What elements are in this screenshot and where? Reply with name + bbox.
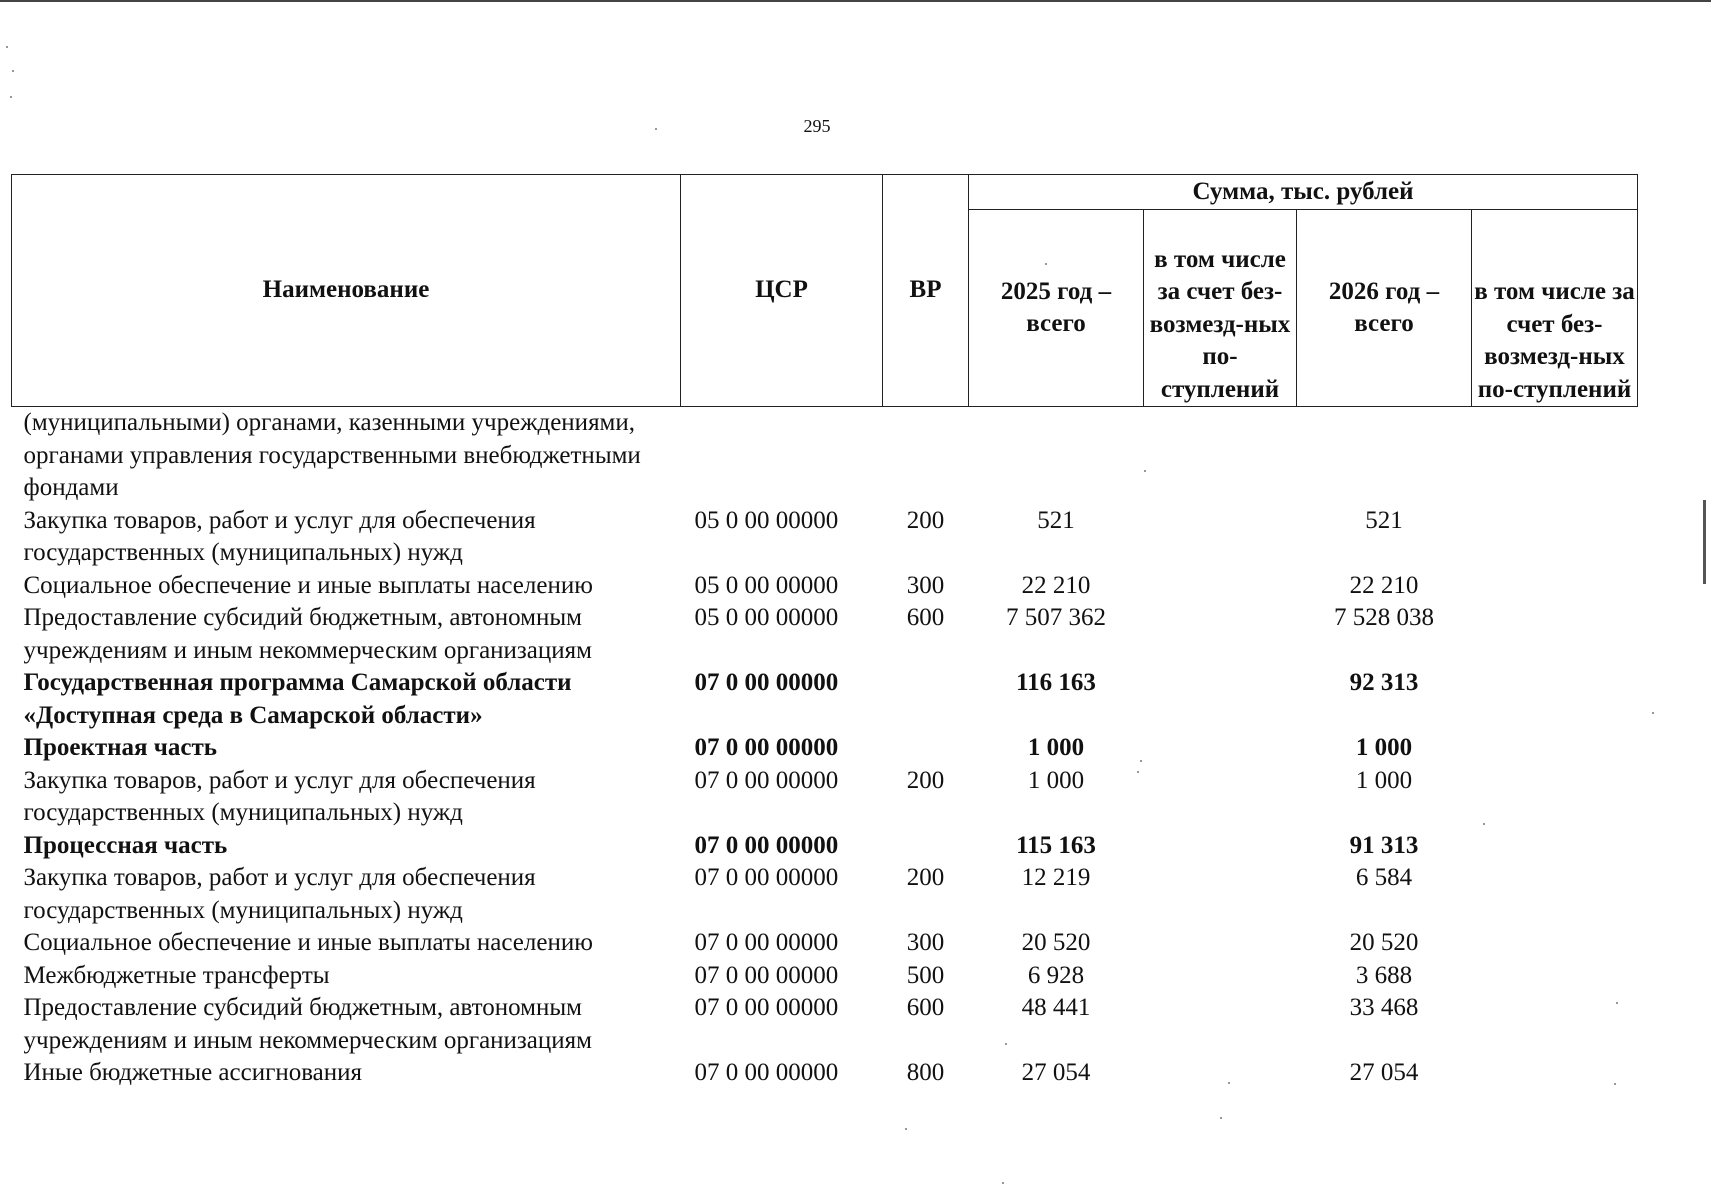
row-vr: 600 (906, 604, 945, 631)
row-name: Закупка товаров, работ и услуг для обеспечения государственных (муниципальных) нужд (23, 506, 536, 566)
row-2025-total: 116 163 (1016, 669, 1096, 696)
row-2026-free-receipts (1472, 1057, 1638, 1090)
row-2025-total: 115 163 (1016, 831, 1096, 859)
scan-speck (905, 1128, 907, 1130)
row-2026-free-receipts (1472, 992, 1638, 1057)
table-row (12, 960, 1638, 993)
row-2026-total: 27 054 (1349, 1059, 1419, 1086)
scan-speck (10, 96, 12, 98)
row-vr: 200 (906, 766, 945, 794)
table-row (12, 830, 1638, 863)
row-2025-free-receipts (1144, 765, 1297, 830)
scan-speck (1144, 470, 1146, 472)
row-vr: 600 (906, 994, 945, 1021)
header-name: Наименование (12, 175, 681, 407)
row-2026-total: 3 688 (1355, 961, 1413, 989)
row-name: Предоставление субсидий бюджетным, автономным учреждениям и иным некоммерческим организациям (23, 604, 592, 664)
row-csr: 05 0 00 00000 (694, 604, 839, 631)
row-2026-total: 20 520 (1349, 929, 1419, 956)
row-csr: 07 0 00 00000 (694, 961, 839, 989)
scan-edge-mark (1703, 500, 1706, 584)
row-csr: 07 0 00 00000 (694, 669, 839, 696)
scan-speck (1616, 1002, 1618, 1004)
scan-speck (1002, 1182, 1004, 1184)
row-2025-total: 7 507 362 (1006, 604, 1106, 631)
table-row (12, 1057, 1638, 1090)
row-name: Предоставление субсидий бюджетным, автономным учреждениям и иным некоммерческим организациям (23, 994, 592, 1054)
row-2026-free-receipts (1472, 765, 1638, 830)
page-top-rule (0, 0, 1711, 2)
row-name: Иные бюджетные ассигнования (23, 1059, 363, 1086)
row-2025-free-receipts (1144, 505, 1297, 570)
row-vr: 200 (906, 864, 945, 891)
row-name: Государственная программа Самарской области «Доступная среда в Самарской области» (23, 669, 572, 729)
scan-speck (1005, 1043, 1007, 1045)
row-2025-total: 20 520 (1021, 929, 1091, 956)
header-2025-free-receipts: в том числе за счет без-возмезд-ных по-ступлений (1144, 210, 1297, 407)
row-2025-total: 521 (1037, 506, 1075, 534)
row-vr (883, 667, 969, 732)
row-2026-free-receipts (1472, 570, 1638, 603)
scan-speck (1137, 771, 1139, 773)
row-csr: 07 0 00 00000 (694, 864, 839, 891)
row-vr (883, 407, 969, 505)
row-csr: 05 0 00 00000 (694, 571, 839, 599)
row-2025-total: 12 219 (1021, 864, 1091, 891)
row-vr (883, 830, 969, 863)
row-2026-total: 6 584 (1355, 864, 1413, 891)
scan-speck (1140, 760, 1142, 762)
table-row (12, 732, 1638, 765)
row-2026-free-receipts (1472, 732, 1638, 765)
row-csr: 05 0 00 00000 (694, 506, 839, 534)
table-row (12, 407, 1638, 505)
row-csr: 07 0 00 00000 (694, 929, 839, 956)
header-vr: ВР (883, 175, 969, 407)
page-number: 295 (803, 116, 831, 136)
row-2025-free-receipts (1144, 992, 1297, 1057)
table-header (12, 175, 1638, 407)
table-row (12, 602, 1638, 667)
row-2026-total: 22 210 (1349, 571, 1419, 599)
row-2026-total: 521 (1365, 506, 1403, 534)
row-2025-free-receipts (1144, 602, 1297, 667)
table-row (12, 505, 1638, 570)
scan-speck (1652, 712, 1654, 714)
row-2025-free-receipts (1144, 960, 1297, 993)
row-2025-total: 1 000 (1027, 766, 1085, 794)
header-2026-free-receipts: в том числе за счет без-возмезд-ных по-ступлений (1472, 210, 1638, 407)
table-row (12, 992, 1638, 1057)
header-2026-total: 2026 год – всего (1297, 210, 1472, 407)
scan-speck (1483, 823, 1485, 825)
header-2025-total: 2025 год – всего (969, 210, 1144, 407)
row-2026-total (1297, 407, 1472, 505)
row-2025-free-receipts (1144, 927, 1297, 960)
row-csr: 07 0 00 00000 (694, 831, 839, 859)
row-2026-total: 91 313 (1349, 831, 1419, 859)
table-row (12, 667, 1638, 732)
row-2025-total (969, 407, 1144, 505)
scan-speck (1220, 1117, 1222, 1119)
row-vr: 800 (906, 1059, 945, 1086)
scan-speck (6, 46, 8, 48)
row-vr (883, 732, 969, 765)
row-name: Социальное обеспечение и иные выплаты населению (23, 571, 593, 599)
table-row (12, 570, 1638, 603)
row-2025-total: 6 928 (1027, 961, 1085, 989)
scan-speck (655, 128, 657, 130)
budget-table (11, 174, 1638, 1090)
row-2026-total: 92 313 (1349, 669, 1419, 696)
row-2025-free-receipts (1144, 667, 1297, 732)
row-vr: 200 (906, 506, 945, 534)
row-2026-total: 1 000 (1355, 734, 1413, 761)
table-row (12, 862, 1638, 927)
row-2026-total: 7 528 038 (1334, 604, 1434, 631)
row-name: Социальное обеспечение и иные выплаты населению (23, 929, 593, 956)
row-2026-free-receipts (1472, 407, 1638, 505)
row-2025-total: 48 441 (1021, 994, 1091, 1021)
row-2026-free-receipts (1472, 927, 1638, 960)
row-2025-total: 22 210 (1021, 571, 1091, 599)
table-row (12, 927, 1638, 960)
row-2026-free-receipts (1472, 667, 1638, 732)
row-name: (муниципальными) органами, казенными учреждениями, органами управления государственными внебюджетными фондами (23, 409, 641, 501)
row-csr: 07 0 00 00000 (694, 734, 839, 761)
row-2025-free-receipts (1144, 407, 1297, 505)
header-sum: Сумма, тыс. рублей (969, 175, 1638, 210)
scan-speck (1228, 1082, 1230, 1084)
row-vr: 300 (906, 571, 945, 599)
row-2026-free-receipts (1472, 505, 1638, 570)
row-csr: 07 0 00 00000 (694, 994, 839, 1021)
row-name: Закупка товаров, работ и услуг для обеспечения государственных (муниципальных) нужд (23, 864, 536, 924)
header-csr: ЦСР (681, 175, 883, 407)
row-csr: 07 0 00 00000 (694, 1059, 839, 1086)
table-body (12, 407, 1638, 1090)
row-2025-free-receipts (1144, 570, 1297, 603)
scan-speck (1045, 263, 1047, 265)
row-csr (681, 407, 883, 505)
row-2026-free-receipts (1472, 602, 1638, 667)
row-name: Межбюджетные трансферты (23, 961, 330, 989)
row-csr: 07 0 00 00000 (694, 766, 839, 794)
row-2025-total: 27 054 (1021, 1059, 1091, 1086)
row-name: Закупка товаров, работ и услуг для обеспечения государственных (муниципальных) нужд (23, 766, 536, 826)
row-vr: 300 (906, 929, 945, 956)
row-2025-free-receipts (1144, 862, 1297, 927)
row-2026-free-receipts (1472, 862, 1638, 927)
scan-speck (1614, 1083, 1616, 1085)
row-2026-total: 33 468 (1349, 994, 1419, 1021)
row-2025-free-receipts (1144, 1057, 1297, 1090)
row-2026-free-receipts (1472, 960, 1638, 993)
row-name: Проектная часть (23, 734, 218, 761)
row-2025-total: 1 000 (1027, 734, 1085, 761)
row-2025-free-receipts (1144, 830, 1297, 863)
row-2026-total: 1 000 (1355, 766, 1413, 794)
table-row (12, 765, 1638, 830)
row-2025-free-receipts (1144, 732, 1297, 765)
row-vr: 500 (906, 961, 945, 989)
row-name: Процессная часть (23, 831, 228, 859)
scan-speck (12, 70, 14, 72)
row-2026-free-receipts (1472, 830, 1638, 863)
